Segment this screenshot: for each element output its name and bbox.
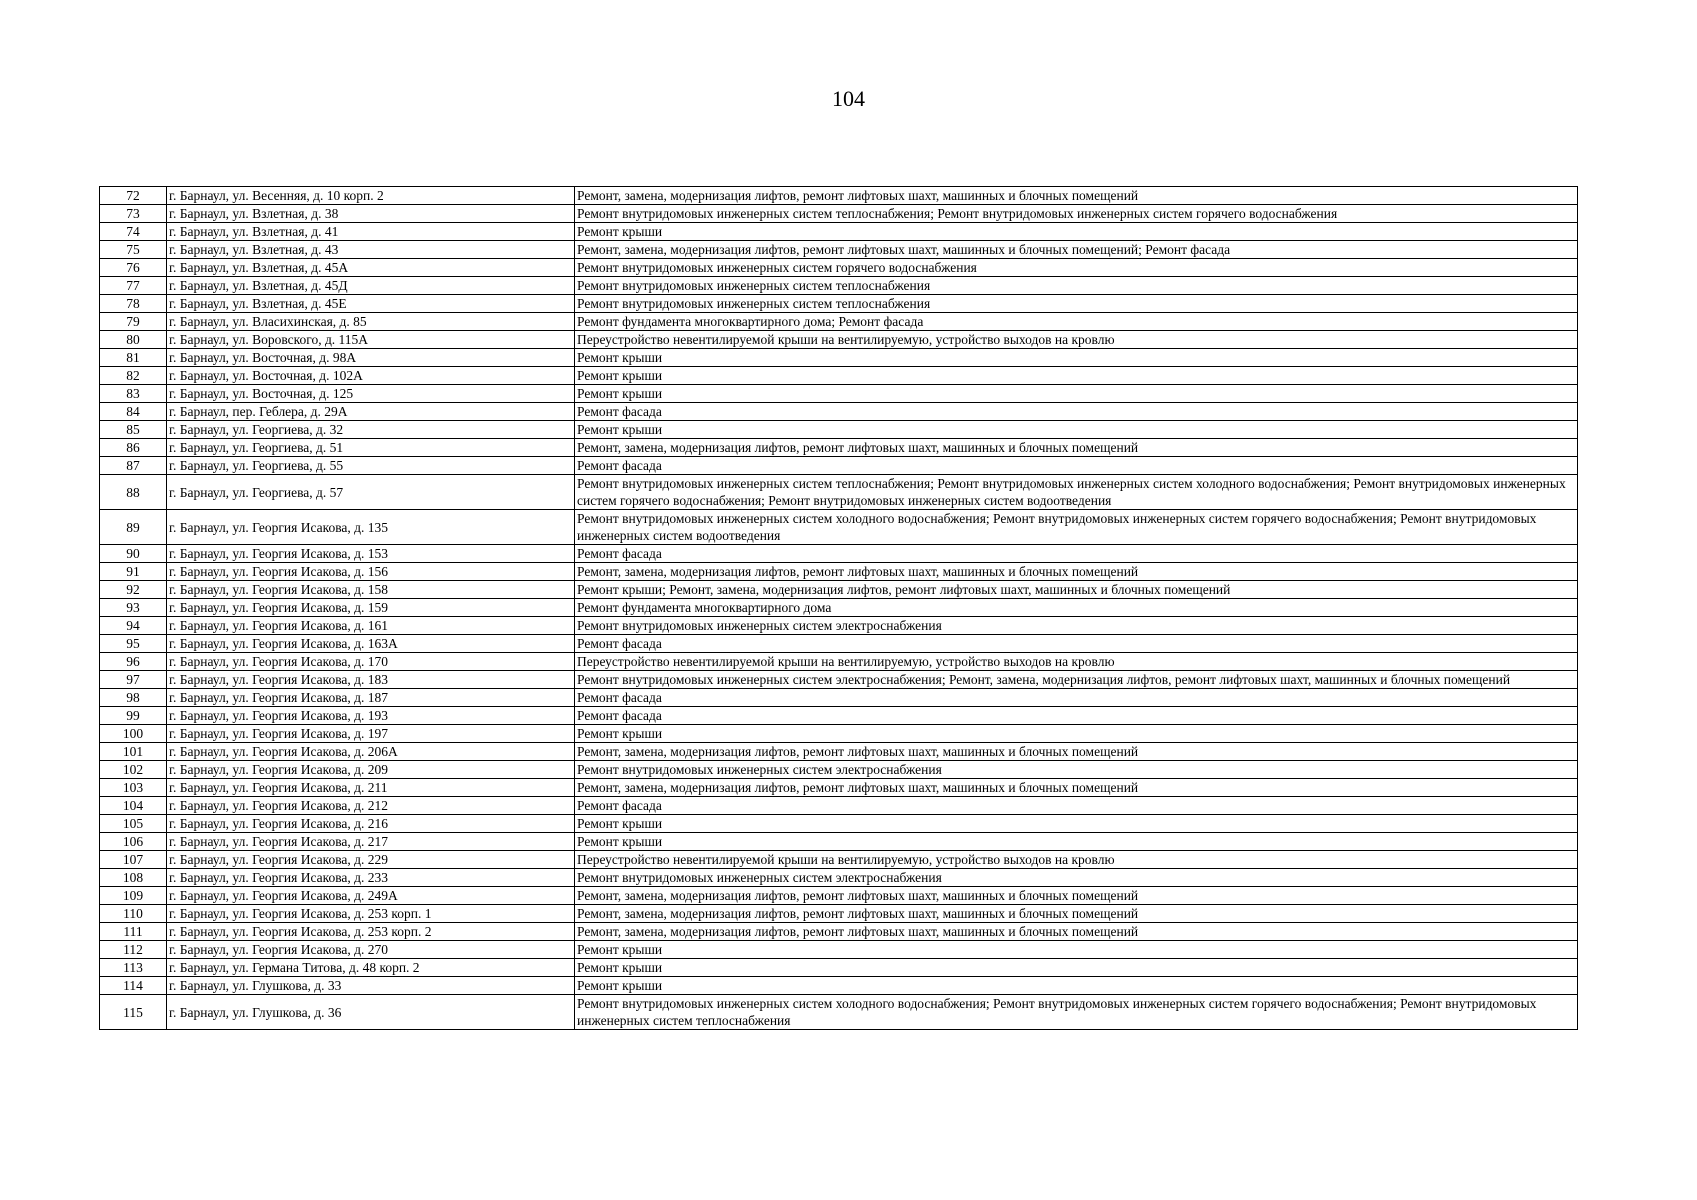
row-number-cell: 106: [100, 833, 167, 851]
table-row: [100, 851, 1578, 869]
address-cell: г. Барнаул, ул. Восточная, д. 125: [167, 385, 575, 403]
table-row: [100, 241, 1578, 259]
table-row: [100, 887, 1578, 905]
works-cell: Ремонт крыши: [575, 367, 1578, 385]
works-cell: Ремонт внутридомовых инженерных систем горячего водоснабжения: [575, 259, 1578, 277]
address-cell: г. Барнаул, ул. Георгия Исакова, д. 153: [167, 545, 575, 563]
row-number-cell: 81: [100, 349, 167, 367]
table-row: [100, 403, 1578, 421]
address-cell: г. Барнаул, ул. Георгия Исакова, д. 156: [167, 563, 575, 581]
works-cell: Ремонт, замена, модернизация лифтов, ремонт лифтовых шахт, машинных и блочных помещений: [575, 779, 1578, 797]
works-cell: Ремонт фасада: [575, 403, 1578, 421]
table-row: [100, 977, 1578, 995]
address-cell: г. Барнаул, ул. Взлетная, д. 45Д: [167, 277, 575, 295]
table-row: [100, 439, 1578, 457]
row-number-cell: 72: [100, 187, 167, 205]
row-number-cell: 102: [100, 761, 167, 779]
page-number: 104: [832, 86, 865, 111]
works-cell: Переустройство невентилируемой крыши на вентилируемую, устройство выходов на кровлю: [575, 653, 1578, 671]
works-cell: Ремонт фасада: [575, 707, 1578, 725]
works-cell: Ремонт, замена, модернизация лифтов, ремонт лифтовых шахт, машинных и блочных помещений: [575, 187, 1578, 205]
table-row: [100, 457, 1578, 475]
address-cell: г. Барнаул, ул. Георгия Исакова, д. 183: [167, 671, 575, 689]
row-number-cell: 79: [100, 313, 167, 331]
row-number-cell: 87: [100, 457, 167, 475]
works-cell: Ремонт крыши: [575, 977, 1578, 995]
table-row: [100, 725, 1578, 743]
row-number-cell: 88: [100, 475, 167, 510]
works-cell: Ремонт внутридомовых инженерных систем электроснабжения; Ремонт, замена, модернизация лифтов, ремонт лифтовых шахт, машинных и блочных помещений: [575, 671, 1578, 689]
works-cell: Ремонт крыши; Ремонт, замена, модернизация лифтов, ремонт лифтовых шахт, машинных и блочных помещений: [575, 581, 1578, 599]
table-row: [100, 510, 1578, 545]
table-row: [100, 995, 1578, 1030]
table-row: [100, 367, 1578, 385]
works-cell: Ремонт, замена, модернизация лифтов, ремонт лифтовых шахт, машинных и блочных помещений: [575, 887, 1578, 905]
table-row: [100, 545, 1578, 563]
table-row: [100, 223, 1578, 241]
row-number-cell: 112: [100, 941, 167, 959]
address-cell: г. Барнаул, ул. Георгия Исакова, д. 187: [167, 689, 575, 707]
table-row: [100, 671, 1578, 689]
address-cell: г. Барнаул, ул. Георгия Исакова, д. 270: [167, 941, 575, 959]
row-number-cell: 74: [100, 223, 167, 241]
row-number-cell: 93: [100, 599, 167, 617]
row-number-cell: 98: [100, 689, 167, 707]
address-cell: г. Барнаул, ул. Взлетная, д. 45Е: [167, 295, 575, 313]
works-cell: Ремонт крыши: [575, 725, 1578, 743]
table-row: [100, 331, 1578, 349]
row-number-cell: 75: [100, 241, 167, 259]
works-cell: Ремонт крыши: [575, 385, 1578, 403]
address-cell: г. Барнаул, ул. Георгия Исакова, д. 253 корп. 2: [167, 923, 575, 941]
address-cell: г. Барнаул, ул. Георгия Исакова, д. 212: [167, 797, 575, 815]
address-cell: г. Барнаул, ул. Германа Титова, д. 48 корп. 2: [167, 959, 575, 977]
row-number-cell: 91: [100, 563, 167, 581]
row-number-cell: 109: [100, 887, 167, 905]
address-cell: г. Барнаул, ул. Георгия Исакова, д. 170: [167, 653, 575, 671]
works-cell: Ремонт внутридомовых инженерных систем теплоснабжения; Ремонт внутридомовых инженерных систем холодного водоснабжения; Ремонт внутридомовых инженерных систем горячего водоснабжения; Ремонт внутридомовых инженерных систем водоотведения: [575, 475, 1578, 510]
row-number-cell: 83: [100, 385, 167, 403]
row-number-cell: 89: [100, 510, 167, 545]
works-cell: Ремонт, замена, модернизация лифтов, ремонт лифтовых шахт, машинных и блочных помещений: [575, 439, 1578, 457]
row-number-cell: 110: [100, 905, 167, 923]
repair-registry-table: [99, 186, 1578, 1030]
row-number-cell: 92: [100, 581, 167, 599]
works-cell: Ремонт внутридомовых инженерных систем электроснабжения: [575, 761, 1578, 779]
table-row: [100, 833, 1578, 851]
table-row: [100, 779, 1578, 797]
works-cell: Ремонт крыши: [575, 833, 1578, 851]
table-row: [100, 421, 1578, 439]
address-cell: г. Барнаул, ул. Георгия Исакова, д. 163А: [167, 635, 575, 653]
works-cell: Ремонт фундамента многоквартирного дома: [575, 599, 1578, 617]
row-number-cell: 82: [100, 367, 167, 385]
row-number-cell: 96: [100, 653, 167, 671]
table-row: [100, 707, 1578, 725]
row-number-cell: 90: [100, 545, 167, 563]
works-cell: Ремонт внутридомовых инженерных систем теплоснабжения: [575, 277, 1578, 295]
works-cell: Ремонт внутридомовых инженерных систем электроснабжения: [575, 869, 1578, 887]
works-cell: Ремонт крыши: [575, 959, 1578, 977]
address-cell: г. Барнаул, ул. Взлетная, д. 45А: [167, 259, 575, 277]
works-cell: Ремонт внутридомовых инженерных систем теплоснабжения; Ремонт внутридомовых инженерных систем горячего водоснабжения: [575, 205, 1578, 223]
row-number-cell: 73: [100, 205, 167, 223]
table-row: [100, 475, 1578, 510]
address-cell: г. Барнаул, ул. Воровского, д. 115А: [167, 331, 575, 349]
row-number-cell: 94: [100, 617, 167, 635]
works-cell: Ремонт крыши: [575, 223, 1578, 241]
works-cell: Ремонт фасада: [575, 689, 1578, 707]
works-cell: Ремонт, замена, модернизация лифтов, ремонт лифтовых шахт, машинных и блочных помещений; Ремонт фасада: [575, 241, 1578, 259]
table-row: [100, 923, 1578, 941]
row-number-cell: 108: [100, 869, 167, 887]
address-cell: г. Барнаул, ул. Георгиева, д. 57: [167, 475, 575, 510]
table-row: [100, 259, 1578, 277]
row-number-cell: 111: [100, 923, 167, 941]
address-cell: г. Барнаул, ул. Георгия Исакова, д. 197: [167, 725, 575, 743]
address-cell: г. Барнаул, ул. Георгия Исакова, д. 161: [167, 617, 575, 635]
address-cell: г. Барнаул, ул. Взлетная, д. 43: [167, 241, 575, 259]
works-cell: Ремонт фасада: [575, 797, 1578, 815]
address-cell: г. Барнаул, ул. Взлетная, д. 38: [167, 205, 575, 223]
table-row: [100, 295, 1578, 313]
works-cell: Переустройство невентилируемой крыши на вентилируемую, устройство выходов на кровлю: [575, 851, 1578, 869]
row-number-cell: 84: [100, 403, 167, 421]
works-cell: Ремонт внутридомовых инженерных систем холодного водоснабжения; Ремонт внутридомовых инженерных систем горячего водоснабжения; Ремонт внутридомовых инженерных систем теплоснабжения: [575, 995, 1578, 1030]
address-cell: г. Барнаул, ул. Георгия Исакова, д. 158: [167, 581, 575, 599]
address-cell: г. Барнаул, ул. Георгия Исакова, д. 135: [167, 510, 575, 545]
table-row: [100, 653, 1578, 671]
table-row: [100, 599, 1578, 617]
address-cell: г. Барнаул, ул. Глушкова, д. 33: [167, 977, 575, 995]
address-cell: г. Барнаул, ул. Восточная, д. 102А: [167, 367, 575, 385]
row-number-cell: 97: [100, 671, 167, 689]
address-cell: г. Барнаул, ул. Георгиева, д. 32: [167, 421, 575, 439]
works-cell: Ремонт внутридомовых инженерных систем теплоснабжения: [575, 295, 1578, 313]
row-number-cell: 85: [100, 421, 167, 439]
row-number-cell: 114: [100, 977, 167, 995]
works-cell: Переустройство невентилируемой крыши на вентилируемую, устройство выходов на кровлю: [575, 331, 1578, 349]
address-cell: г. Барнаул, ул. Георгия Исакова, д. 193: [167, 707, 575, 725]
table-row: [100, 313, 1578, 331]
table-row: [100, 563, 1578, 581]
works-cell: Ремонт, замена, модернизация лифтов, ремонт лифтовых шахт, машинных и блочных помещений: [575, 563, 1578, 581]
row-number-cell: 77: [100, 277, 167, 295]
address-cell: г. Барнаул, ул. Георгия Исакова, д. 229: [167, 851, 575, 869]
table-row: [100, 187, 1578, 205]
address-cell: г. Барнаул, ул. Георгия Исакова, д. 233: [167, 869, 575, 887]
works-cell: Ремонт, замена, модернизация лифтов, ремонт лифтовых шахт, машинных и блочных помещений: [575, 923, 1578, 941]
row-number-cell: 101: [100, 743, 167, 761]
row-number-cell: 76: [100, 259, 167, 277]
row-number-cell: 99: [100, 707, 167, 725]
address-cell: г. Барнаул, ул. Георгия Исакова, д. 216: [167, 815, 575, 833]
works-cell: Ремонт крыши: [575, 941, 1578, 959]
table-body: [100, 187, 1578, 1030]
table-row: [100, 959, 1578, 977]
works-cell: Ремонт внутридомовых инженерных систем электроснабжения: [575, 617, 1578, 635]
row-number-cell: 115: [100, 995, 167, 1030]
table-row: [100, 581, 1578, 599]
address-cell: г. Барнаул, ул. Взлетная, д. 41: [167, 223, 575, 241]
table-row: [100, 797, 1578, 815]
address-cell: г. Барнаул, пер. Геблера, д. 29А: [167, 403, 575, 421]
address-cell: г. Барнаул, ул. Георгия Исакова, д. 217: [167, 833, 575, 851]
table-row: [100, 277, 1578, 295]
address-cell: г. Барнаул, ул. Георгия Исакова, д. 253 корп. 1: [167, 905, 575, 923]
row-number-cell: 103: [100, 779, 167, 797]
table-row: [100, 761, 1578, 779]
address-cell: г. Барнаул, ул. Георгия Исакова, д. 249А: [167, 887, 575, 905]
row-number-cell: 86: [100, 439, 167, 457]
row-number-cell: 113: [100, 959, 167, 977]
works-cell: Ремонт крыши: [575, 815, 1578, 833]
row-number-cell: 105: [100, 815, 167, 833]
row-number-cell: 104: [100, 797, 167, 815]
works-cell: Ремонт крыши: [575, 349, 1578, 367]
table-row: [100, 205, 1578, 223]
row-number-cell: 100: [100, 725, 167, 743]
table-row: [100, 905, 1578, 923]
table-row: [100, 385, 1578, 403]
address-cell: г. Барнаул, ул. Власихинская, д. 85: [167, 313, 575, 331]
row-number-cell: 95: [100, 635, 167, 653]
works-cell: Ремонт внутридомовых инженерных систем холодного водоснабжения; Ремонт внутридомовых инженерных систем горячего водоснабжения; Ремонт внутридомовых инженерных систем водоотведения: [575, 510, 1578, 545]
row-number-cell: 80: [100, 331, 167, 349]
works-cell: Ремонт фасада: [575, 635, 1578, 653]
address-cell: г. Барнаул, ул. Георгиева, д. 55: [167, 457, 575, 475]
address-cell: г. Барнаул, ул. Георгия Исакова, д. 209: [167, 761, 575, 779]
table-row: [100, 743, 1578, 761]
table-row: [100, 869, 1578, 887]
table-row: [100, 815, 1578, 833]
address-cell: г. Барнаул, ул. Георгия Исакова, д. 211: [167, 779, 575, 797]
address-cell: г. Барнаул, ул. Георгия Исакова, д. 159: [167, 599, 575, 617]
works-cell: Ремонт крыши: [575, 421, 1578, 439]
table-row: [100, 941, 1578, 959]
table-row: [100, 635, 1578, 653]
address-cell: г. Барнаул, ул. Восточная, д. 98А: [167, 349, 575, 367]
table-row: [100, 617, 1578, 635]
row-number-cell: 78: [100, 295, 167, 313]
works-cell: Ремонт, замена, модернизация лифтов, ремонт лифтовых шахт, машинных и блочных помещений: [575, 905, 1578, 923]
table-row: [100, 689, 1578, 707]
works-cell: Ремонт фундамента многоквартирного дома; Ремонт фасада: [575, 313, 1578, 331]
row-number-cell: 107: [100, 851, 167, 869]
address-cell: г. Барнаул, ул. Георгиева, д. 51: [167, 439, 575, 457]
works-cell: Ремонт, замена, модернизация лифтов, ремонт лифтовых шахт, машинных и блочных помещений: [575, 743, 1578, 761]
address-cell: г. Барнаул, ул. Георгия Исакова, д. 206А: [167, 743, 575, 761]
address-cell: г. Барнаул, ул. Весенняя, д. 10 корп. 2: [167, 187, 575, 205]
table-row: [100, 349, 1578, 367]
works-cell: Ремонт фасада: [575, 545, 1578, 563]
address-cell: г. Барнаул, ул. Глушкова, д. 36: [167, 995, 575, 1030]
works-cell: Ремонт фасада: [575, 457, 1578, 475]
